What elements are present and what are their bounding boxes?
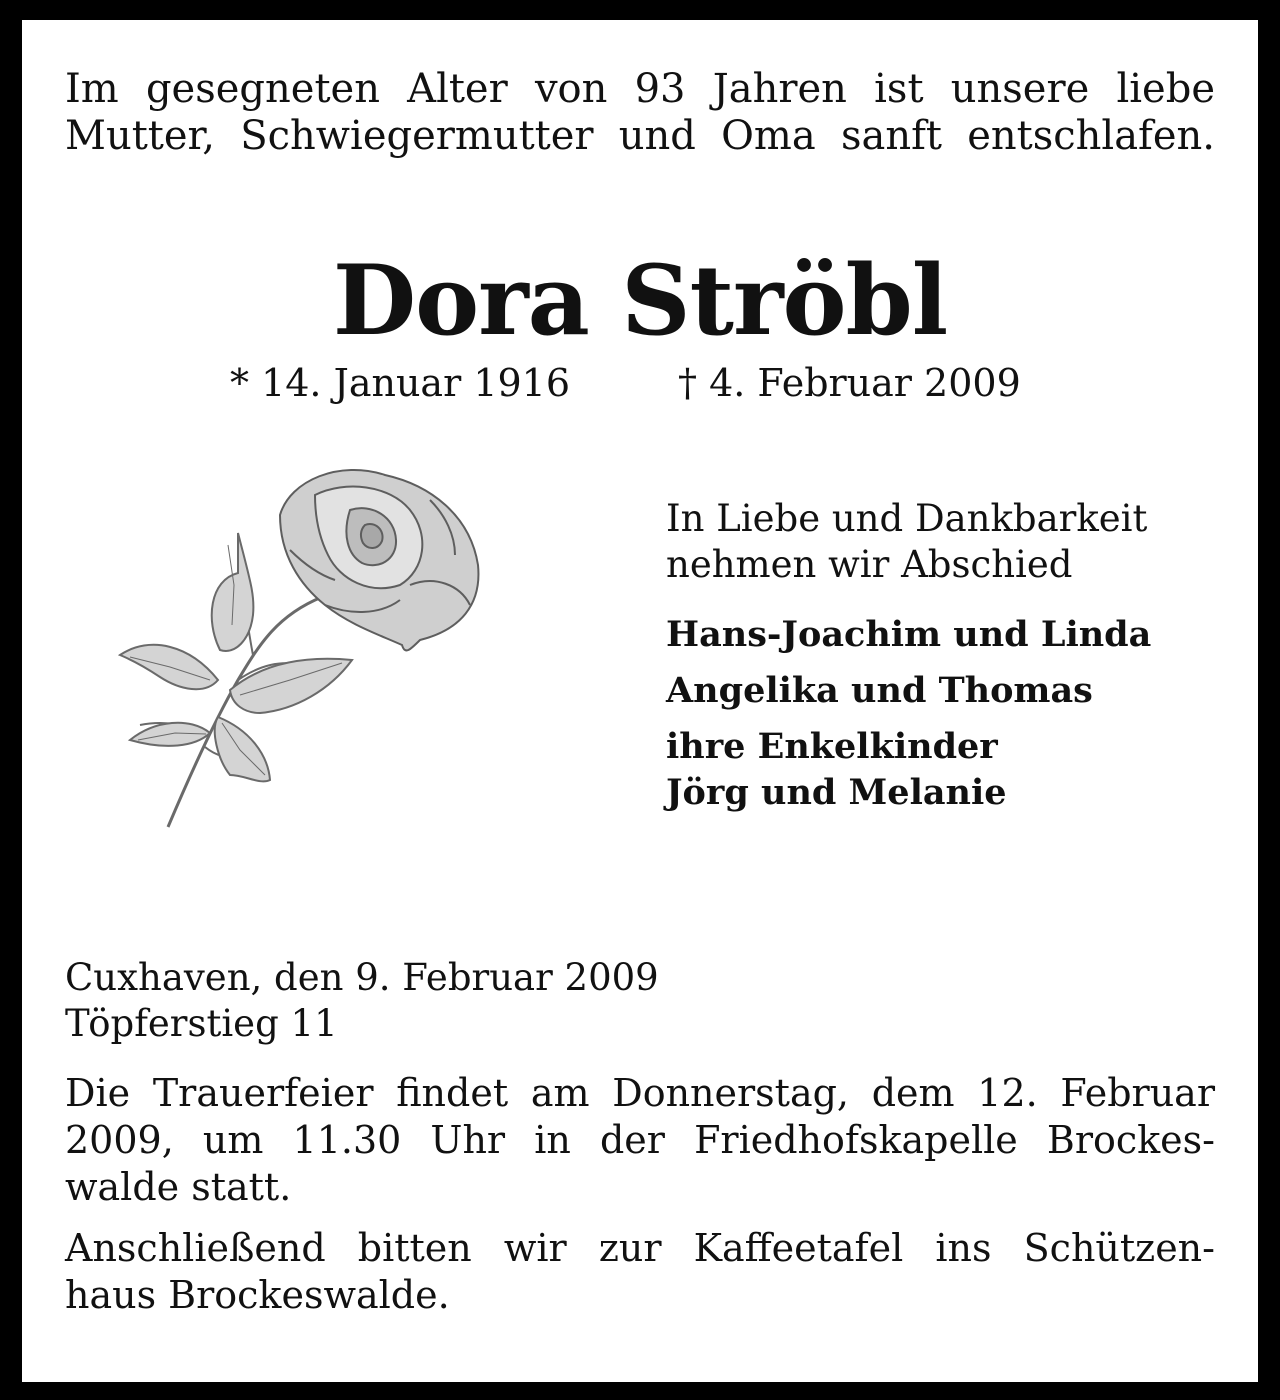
coffee-line-1: Anschließend bitten wir zur Kaffeetafel ins Schützen- bbox=[65, 1226, 1215, 1270]
mourner-4: Jörg und Melanie bbox=[666, 772, 1007, 813]
farewell-line-2: nehmen wir Abschied bbox=[666, 543, 1073, 586]
city-date: Cuxhaven, den 9. Februar 2009 bbox=[65, 956, 659, 999]
birth-date: * 14. Januar 1916 bbox=[230, 361, 571, 405]
farewell-line-1: In Liebe und Dankbarkeit bbox=[666, 497, 1148, 540]
ceremony-line-2: 2009, um 11.30 Uhr in der Friedhofskapelle Brockes- bbox=[65, 1118, 1215, 1162]
death-date: † 4. Februar 2009 bbox=[678, 361, 1021, 405]
mourner-1: Hans-Joachim und Linda bbox=[666, 614, 1152, 655]
deceased-name: Dora Ströbl bbox=[332, 244, 948, 357]
coffee-line-2: haus Brockeswalde. bbox=[65, 1273, 450, 1317]
ceremony-line-3: walde statt. bbox=[65, 1165, 292, 1209]
mourner-2: Angelika und Thomas bbox=[666, 670, 1093, 711]
ceremony-text bbox=[65, 1070, 1215, 1211]
mourners-list bbox=[666, 612, 1151, 816]
intro-line-2: Mutter, Schwiegermutter und Oma sanft entschlafen. bbox=[65, 113, 1215, 159]
mourner-3: ihre Enkelkinder bbox=[666, 726, 998, 767]
ceremony-line-1: Die Trauerfeier findet am Donnerstag, dem 12. Februar bbox=[65, 1071, 1215, 1115]
street-address: Töpferstieg 11 bbox=[65, 1002, 338, 1045]
coffee-text bbox=[65, 1225, 1215, 1319]
rose-icon bbox=[110, 455, 490, 835]
intro-line-1: Im gesegneten Alter von 93 Jahren ist unsere liebe bbox=[65, 66, 1215, 112]
intro-text bbox=[65, 66, 1215, 160]
farewell-text bbox=[666, 496, 1147, 588]
place-and-date bbox=[65, 955, 659, 1047]
